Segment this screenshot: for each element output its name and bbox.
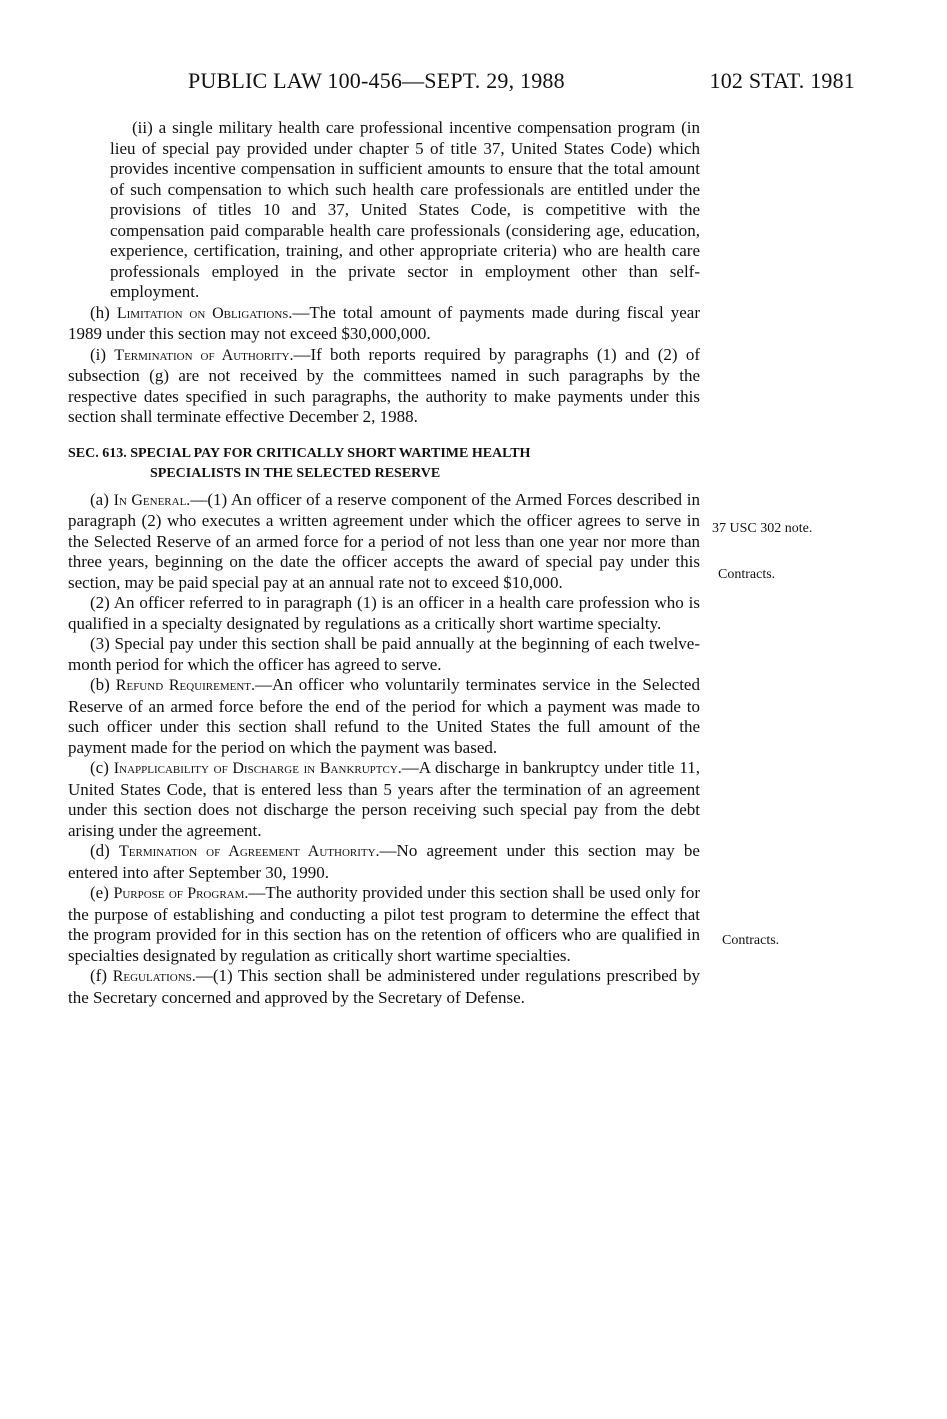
paragraph-ii: (ii) a single military health care professional incentive compensation program (in lieu of special pay provided under chapter 5 of title 37, United States Code) which provides incentive compensation in sufficient amounts to ensure that the total amount of such compensation to which such health care professionals are entitled under the provisions of titles 10 and 37, United States Code, is competitive with the compensation paid comparable health care professionals (considering age, education, experience, certification, training, and other appropriate criteria) who are health care professionals employed in the private sector in employment other than self-employment. (110, 118, 700, 301)
paragraph-b-label: (b) (90, 675, 116, 694)
body-text (68, 118, 700, 1008)
paragraph-d-label: (d) (90, 841, 120, 860)
margin-note-usc: 37 USC 302 note. (712, 521, 813, 536)
paragraph-d-heading: Termination of Agreement Authority. (119, 843, 380, 860)
paragraph-c (68, 758, 700, 841)
paragraph-e-label: (e) (90, 883, 114, 902)
section-heading-line1: SEC. 613. SPECIAL PAY FOR CRITICALLY SHORT WARTIME HEALTH (68, 445, 531, 461)
page-header (0, 66, 947, 96)
paragraph-h-text: —The total amount of payments made during fiscal year 1989 under this section may not exceed $30,000,000. (68, 302, 700, 343)
paragraph-a2: (2) An officer referred to in paragraph (1) is an officer in a health care profession who is qualified in a specialty designated by regulations as a critically short wartime specialty. (68, 593, 700, 633)
paragraph-c-label: (c) (90, 758, 114, 777)
paragraph-e (68, 883, 700, 966)
paragraph-a-text: —(1) An officer of a reserve component of the Armed Forces described in paragraph (2) who executes a written agreement under which the officer agrees to serve in the Selected Reserve of an armed force for a period of not less than one year nor more than three years, beginning on the date the officer accepts the award of special pay under this section, may be paid special pay at an annual rate not to exceed $10,000. (68, 489, 700, 592)
paragraph-f-label: (f) (90, 966, 113, 985)
header-title: PUBLIC LAW 100-456—SEPT. 29, 1988 (188, 68, 565, 93)
paragraph-h-label: (h) (90, 302, 117, 322)
paragraph-i (68, 345, 700, 428)
paragraph-h-heading: Limitation on Obligations. (116, 304, 293, 322)
paragraph-d (68, 841, 700, 883)
paragraph-b-text: —An officer who voluntarily terminates service in the Selected Reserve of an armed force before the end of the period for which a payment was made to such officer under this section shall refund to the United States the full amount of the payment made for the period on which the payment was based. (68, 675, 700, 757)
paragraph-c-text: —A discharge in bankruptcy under title 11, United States Code, that is entered less than 5 years after the termination of an agreement under this section does not discharge the person receiving such special pay from the debt arising under the agreement. (68, 758, 700, 840)
paragraph-d-text: —No agreement under this section may be entered into after September 30, 1990. (68, 841, 700, 882)
paragraph-e-text: —The authority provided under this section shall be used only for the purpose of establishing and conducting a pilot test program to determine the effect that the program provided for in this section has on the retention of officers who are qualified in specialties designated by regulation as critically short wartime specialties. (68, 883, 700, 965)
paragraph-e-heading: Purpose of Program. (113, 885, 249, 902)
paragraph-i-label: (i) (90, 344, 115, 364)
paragraph-c-heading: Inapplicability of Discharge in Bankruptcy. (113, 760, 402, 777)
paragraph-f-text: —(1) This section shall be administered under regulations prescribed by the Secretary concerned and approved by the Secretary of Defense. (68, 966, 701, 1007)
margin-note-contracts-2: Contracts. (722, 933, 780, 948)
paragraph-b-heading: Refund Requirement. (115, 677, 256, 694)
paragraph-a-heading: In General. (113, 491, 191, 509)
paragraph-a3: (3) Special pay under this section shall be paid annually at the beginning of each twelve-month period for which the officer has agreed to serve. (68, 634, 700, 674)
paragraph-f-heading: Regulations. (112, 968, 196, 985)
paragraph-h (68, 303, 700, 345)
margin-note-contracts-1: Contracts. (718, 567, 776, 582)
paragraph-a (68, 490, 700, 594)
section-heading-line2: SPECIALISTS IN THE SELECTED RESERVE (150, 465, 441, 481)
section-heading (68, 444, 700, 484)
header-stat-page: 102 STAT. 1981 (709, 68, 855, 93)
paragraph-i-text: —If both reports required by paragraphs (1) and (2) of subsection (g) are not received by the committees named in such paragraphs by the respective dates specified in such paragraphs, the authority to make payments under this section shall terminate effective December 2, 1988. (68, 344, 700, 426)
paragraph-a-label: (a) (90, 489, 114, 509)
paragraph-b (68, 675, 700, 758)
paragraph-i-heading: Termination of Authority. (114, 346, 294, 364)
paragraph-f (68, 966, 700, 1008)
